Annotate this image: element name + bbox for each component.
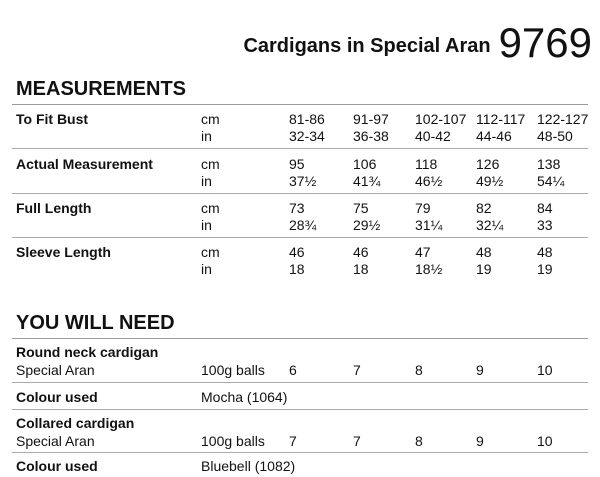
size-value: 48-50 <box>537 128 573 144</box>
size-value: 31¼ <box>415 217 443 233</box>
divider <box>12 104 588 105</box>
divider <box>12 148 588 149</box>
unit-label: in <box>201 173 212 189</box>
measurement-row-length-cm <box>0 199 600 217</box>
size-value: 122-127 <box>537 111 589 127</box>
measurement-row-length-in <box>0 216 600 234</box>
measurement-row-sleeve-in <box>0 260 600 278</box>
size-value: 32¼ <box>476 217 504 233</box>
size-value: 48 <box>537 244 553 260</box>
balls-value: 9 <box>476 433 484 449</box>
yarn-unit: 100g balls <box>201 433 265 449</box>
row-label: To Fit Bust <box>16 111 89 127</box>
size-value: 37½ <box>289 173 317 189</box>
row-label: Actual Measurement <box>16 156 153 172</box>
divider <box>12 452 588 453</box>
measurement-row-bust-cm <box>0 110 600 128</box>
size-value: 41¾ <box>353 173 381 189</box>
divider <box>12 338 588 339</box>
item-title: Collared cardigan <box>16 415 135 431</box>
size-value: 44-46 <box>476 128 512 144</box>
divider <box>12 193 588 194</box>
page-header <box>243 14 592 64</box>
size-value: 19 <box>537 261 553 277</box>
colour-row <box>0 388 600 406</box>
size-value: 49½ <box>476 173 504 189</box>
unit-label: cm <box>201 200 220 216</box>
size-value: 33 <box>537 217 553 233</box>
unit-label: cm <box>201 244 220 260</box>
size-value: 19 <box>476 261 492 277</box>
measurements-heading: MEASUREMENTS <box>16 78 187 100</box>
size-value: 118 <box>415 156 438 172</box>
measurement-row-sleeve-cm <box>0 243 600 261</box>
balls-value: 6 <box>289 362 297 378</box>
size-value: 28¾ <box>289 217 317 233</box>
size-value: 138 <box>537 156 561 172</box>
balls-value: 10 <box>537 433 553 449</box>
size-value: 46 <box>289 244 305 260</box>
size-value: 18 <box>353 261 369 277</box>
unit-label: in <box>201 128 212 144</box>
size-value: 95 <box>289 156 305 172</box>
yarn-row <box>0 361 600 379</box>
size-value: 46 <box>353 244 369 260</box>
size-value: 36-38 <box>353 128 389 144</box>
size-value: 54¼ <box>537 173 565 189</box>
size-value: 46½ <box>415 173 443 189</box>
divider <box>12 382 588 383</box>
size-value: 75 <box>353 200 369 216</box>
you-will-need-heading: YOU WILL NEED <box>16 312 175 334</box>
size-value: 91-97 <box>353 111 389 127</box>
size-value: 40-42 <box>415 128 451 144</box>
balls-value: 10 <box>537 362 553 378</box>
unit-label: in <box>201 261 212 277</box>
balls-value: 7 <box>353 362 361 378</box>
size-value: 18½ <box>415 261 443 277</box>
yarn-name: Special Aran <box>16 433 95 449</box>
colour-value: Mocha (1064) <box>201 389 288 405</box>
size-value: 32-34 <box>289 128 325 144</box>
unit-label: cm <box>201 156 220 172</box>
size-value: 73 <box>289 200 305 216</box>
yarn-name: Special Aran <box>16 362 95 378</box>
size-value: 47 <box>415 244 431 260</box>
size-value: 29½ <box>353 217 381 233</box>
measurement-row-actual-in <box>0 172 600 190</box>
item-title: Round neck cardigan <box>16 344 159 360</box>
size-value: 112-117 <box>476 111 526 127</box>
balls-value: 8 <box>415 362 423 378</box>
size-value: 84 <box>537 200 553 216</box>
yarn-row <box>0 432 600 450</box>
item-title-row <box>0 343 600 361</box>
size-value: 79 <box>415 200 431 216</box>
size-value: 126 <box>476 156 500 172</box>
size-value: 82 <box>476 200 492 216</box>
unit-label: in <box>201 217 212 233</box>
size-value: 18 <box>289 261 305 277</box>
document-title: Cardigans in Special Aran <box>243 35 491 57</box>
yarn-unit: 100g balls <box>201 362 265 378</box>
balls-value: 7 <box>353 433 361 449</box>
balls-value: 7 <box>289 433 297 449</box>
unit-label: cm <box>201 111 220 127</box>
item-title-row <box>0 414 600 432</box>
size-value: 48 <box>476 244 492 260</box>
divider <box>12 409 588 410</box>
size-value: 106 <box>353 156 377 172</box>
divider <box>12 237 588 238</box>
size-value: 102-107 <box>415 111 467 127</box>
row-label: Full Length <box>16 200 92 216</box>
measurement-row-actual-cm <box>0 155 600 173</box>
pattern-number: 9769 <box>498 19 592 66</box>
balls-value: 9 <box>476 362 484 378</box>
row-label: Sleeve Length <box>16 244 111 260</box>
measurement-row-bust-in <box>0 127 600 145</box>
size-value: 81-86 <box>289 111 325 127</box>
balls-value: 8 <box>415 433 423 449</box>
colour-value: Bluebell (1082) <box>201 458 296 474</box>
colour-label: Colour used <box>16 389 98 405</box>
colour-label: Colour used <box>16 458 98 474</box>
colour-row <box>0 457 600 475</box>
